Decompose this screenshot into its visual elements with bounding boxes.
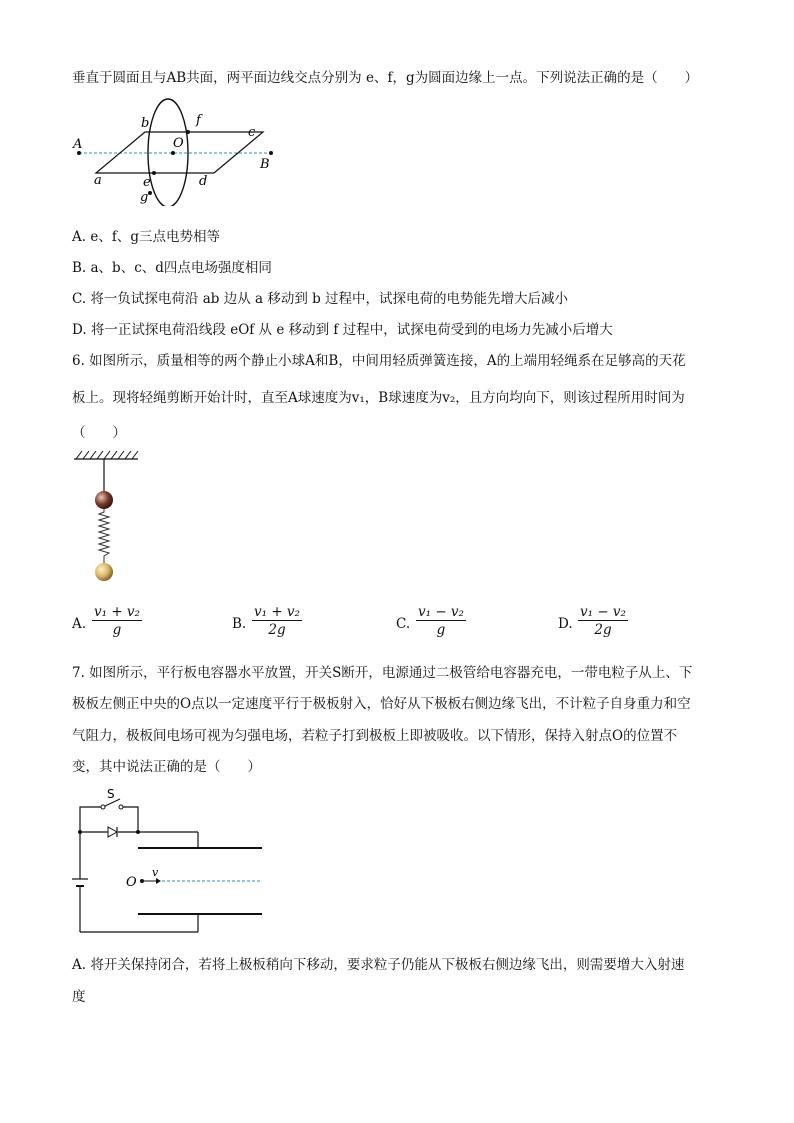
label-e: e (143, 175, 151, 190)
q6-option-d-label[interactable]: D. (558, 616, 573, 632)
label-f: f (196, 113, 201, 128)
q5-option-d[interactable]: D. 将一正试探电荷沿线段 eOf 从 e 移动到 f 过程中，试探电荷受到的电场力先减小后增大 (72, 322, 613, 338)
label-c: c (248, 125, 256, 140)
q5-option-c[interactable]: C. 将一负试探电荷沿 ab 边从 a 移动到 b 过程中，试探电荷的电势能先增大后减小 (72, 291, 569, 307)
q6-option-c-denominator: g (436, 622, 446, 638)
label-S: S (107, 787, 115, 801)
q7-stem-line-1: 7. 如图所示，平行板电容器水平放置，开关S断开，电源通过二极管给电容器充电，一带电粒子从上、下 (72, 665, 693, 681)
q7-option-a-line-2[interactable]: 度 (72, 989, 86, 1005)
label-O-q7: O (126, 875, 137, 890)
q6-option-a-denominator: g (112, 622, 122, 638)
q5-option-a[interactable]: A. e、f、g三点电势相等 (72, 229, 220, 245)
label-a: a (94, 173, 102, 188)
q6-option-d-denominator: 2g (594, 622, 612, 638)
q6-stem-line-1: 6. 如图所示，质量相等的两个静止小球A和B，中间用轻质弹簧连接，A的上端用轻绳系在足够高的天花 (72, 353, 686, 369)
q5-stem: 垂直于圆面且与AB共面，两平面边线交点分别为 e、f，g为圆面边缘上一点。下列说法正确的是（ ） (72, 70, 699, 86)
q6-option-b-label[interactable]: B. (232, 616, 247, 632)
label-b: b (141, 116, 150, 131)
q7-figure (70, 786, 270, 936)
label-d: d (199, 174, 208, 189)
label-B: B (260, 157, 270, 172)
q6-option-d-numerator: v₁ − v₂ (580, 604, 626, 620)
q7-stem-line-4: 变，其中说法正确的是（ ） (72, 759, 261, 775)
label-O: O (173, 136, 184, 151)
q5-figure (70, 96, 290, 206)
q5-option-b[interactable]: B. a、b、c、d四点电场强度相同 (72, 260, 272, 276)
q6-figure (70, 446, 150, 586)
q6-option-d-fraction[interactable] (578, 604, 628, 639)
q6-option-c-fraction[interactable] (416, 604, 466, 639)
label-v: v (152, 866, 159, 879)
q6-option-c-label[interactable]: C. (396, 616, 411, 632)
label-g: g (140, 190, 149, 205)
q7-stem-line-2: 极板左侧正中央的O点以一定速度平行于极板射入，恰好从下极板右侧边缘飞出，不计粒子自身重力和空 (72, 696, 691, 712)
q7-option-a-line-1[interactable]: A. 将开关保持闭合，若将上极板稍向下移动，要求粒子仍能从下极板右侧边缘飞出，则需要增大入射速 (72, 957, 685, 973)
q6-option-b-numerator: v₁ + v₂ (254, 604, 300, 620)
q6-option-a-fraction[interactable] (92, 604, 142, 639)
q6-option-c-numerator: v₁ − v₂ (418, 604, 464, 620)
q6-option-a-numerator: v₁ + v₂ (94, 604, 140, 620)
label-A: A (73, 137, 83, 152)
q6-option-b-fraction[interactable] (252, 604, 302, 639)
q6-stem-line-3: （ ） (72, 425, 126, 441)
q7-stem-line-3: 气阻力，极板间电场可视为匀强电场，若粒子打到极板上即被吸收。以下情形，保持入射点O的位置不 (72, 728, 678, 744)
q6-stem-line-2: 板上。现将轻绳剪断开始计时，直至A球速度为v₁，B球速度为v₂，且方向均向下，则该过程所用时间为 (72, 390, 685, 406)
q6-option-b-denominator: 2g (268, 622, 286, 638)
q6-option-a-label[interactable]: A. (72, 616, 87, 632)
